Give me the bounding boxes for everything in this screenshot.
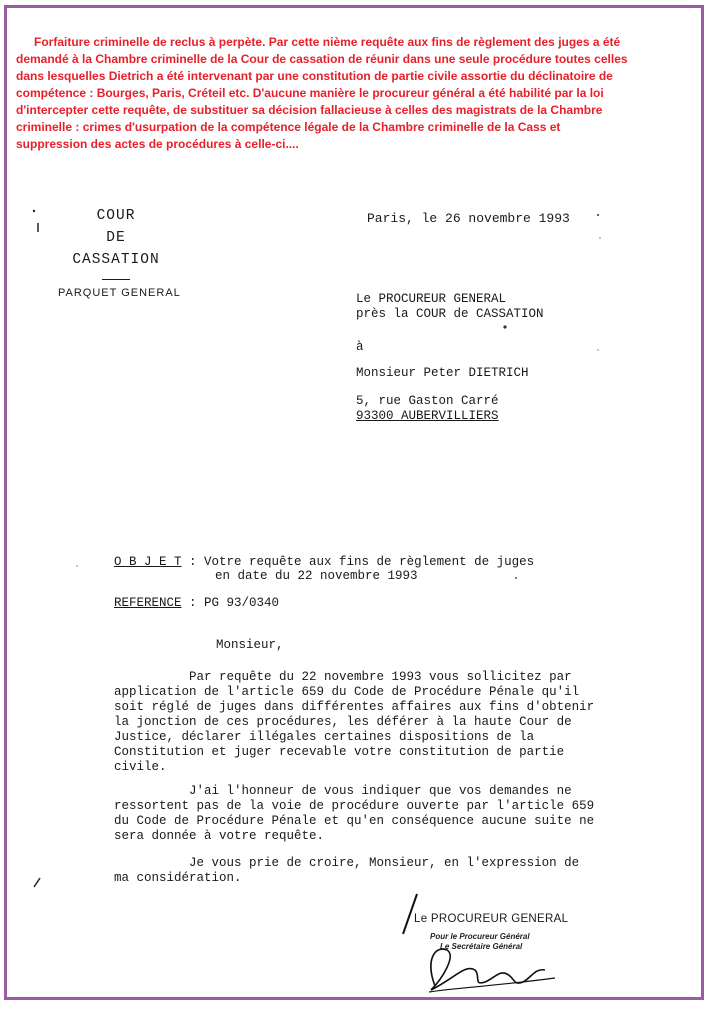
parquet-general: PARQUET GENERAL xyxy=(58,287,181,299)
sender-line-2: près la COUR de CASSATION xyxy=(356,307,544,321)
paragraph-2: J'ai l'honneur de vous indiquer que vos demandes ne ressortent pas de la voie de procédure ouverte par l'article 659 du Code de Procédure Pénale et qu'en conséquence aucune suite ne sera donnée à votre requête. xyxy=(114,784,595,843)
court-rule xyxy=(102,279,130,280)
stamp-line-1: Pour le Procureur Général xyxy=(430,932,530,941)
objet-block xyxy=(114,555,534,583)
recipient-address xyxy=(356,394,499,424)
red-annotation: Forfaiture criminelle de reclus à perpète. Par cette nième requête aux fins de règlement des juges a été demandé à la Chambre criminelle de la Cour de cassation de réunir dans une seule procédure toutes celles dans lesquelles Dietrich a été intervenant par une constitution de partie civile assortie du déclinatoire de compétence : Bourges, Paris, Créteil etc. D'aucune manière le procureur général a été habilité par la loi d'intercepter cette requête, de substituer sa décision fallacieuse à celles des magistrats de la Chambre criminelle : crimes d'usurpation de la compétence légale de la Chambre criminelle de la Cass et suppression des actes de procédures à celle-ci.... xyxy=(16,35,628,151)
objet-sep: : xyxy=(181,555,205,569)
speck xyxy=(33,210,35,212)
sender-line-1: Le PROCUREUR GENERAL xyxy=(356,292,507,306)
salutation: Monsieur, xyxy=(216,638,284,652)
recipient-name: Monsieur Peter DIETRICH xyxy=(356,366,529,380)
speck xyxy=(597,349,599,351)
court-heading xyxy=(36,205,196,280)
court-line-2: DE xyxy=(106,230,126,246)
speck xyxy=(597,214,599,216)
speck xyxy=(34,878,40,887)
court-line-1: COUR xyxy=(96,208,136,224)
reference-value: PG 93/0340 xyxy=(204,596,280,610)
to-word: à xyxy=(356,340,364,354)
court-line-3: CASSATION xyxy=(72,252,160,268)
recipient-city: 93300 AUBERVILLIERS xyxy=(356,409,499,423)
signature-stamp xyxy=(430,932,530,952)
dateline: Paris, le 26 novembre 1993 xyxy=(367,211,570,226)
signer-title: Le PROCUREUR GENERAL xyxy=(414,913,569,925)
paragraph-1: Par requête du 22 novembre 1993 vous sollicitez par application de l'article 659 du Code de Procédure Pénale qu'il soit réglé de juges dans différentes affaires aux fins d'obtenir la jonction de ces procédures, les déférer à la haute Cour de Justice, déclarer illégales certaines dispositions de la Constitution et juger recevable votre constitution de partie civile. xyxy=(114,670,595,774)
speck xyxy=(599,237,601,239)
stamp-line-2: Le Secrétaire Général xyxy=(440,942,523,951)
speck xyxy=(76,565,78,567)
objet-label: O B J E T xyxy=(114,555,182,569)
speck xyxy=(503,325,506,328)
reference-label: REFERENCE xyxy=(114,596,182,610)
paragraph-3: Je vous prie de croire, Monsieur, en l'expression de ma considération. xyxy=(114,856,580,885)
reference-block xyxy=(114,596,279,610)
reference-sep: : xyxy=(181,596,205,610)
sender-block xyxy=(356,292,544,322)
objet-line-1: Votre requête aux fins de règlement de juges xyxy=(204,555,535,569)
recipient-street: 5, rue Gaston Carré xyxy=(356,394,499,408)
objet-line-2: en date du 22 novembre 1993 xyxy=(215,569,418,583)
